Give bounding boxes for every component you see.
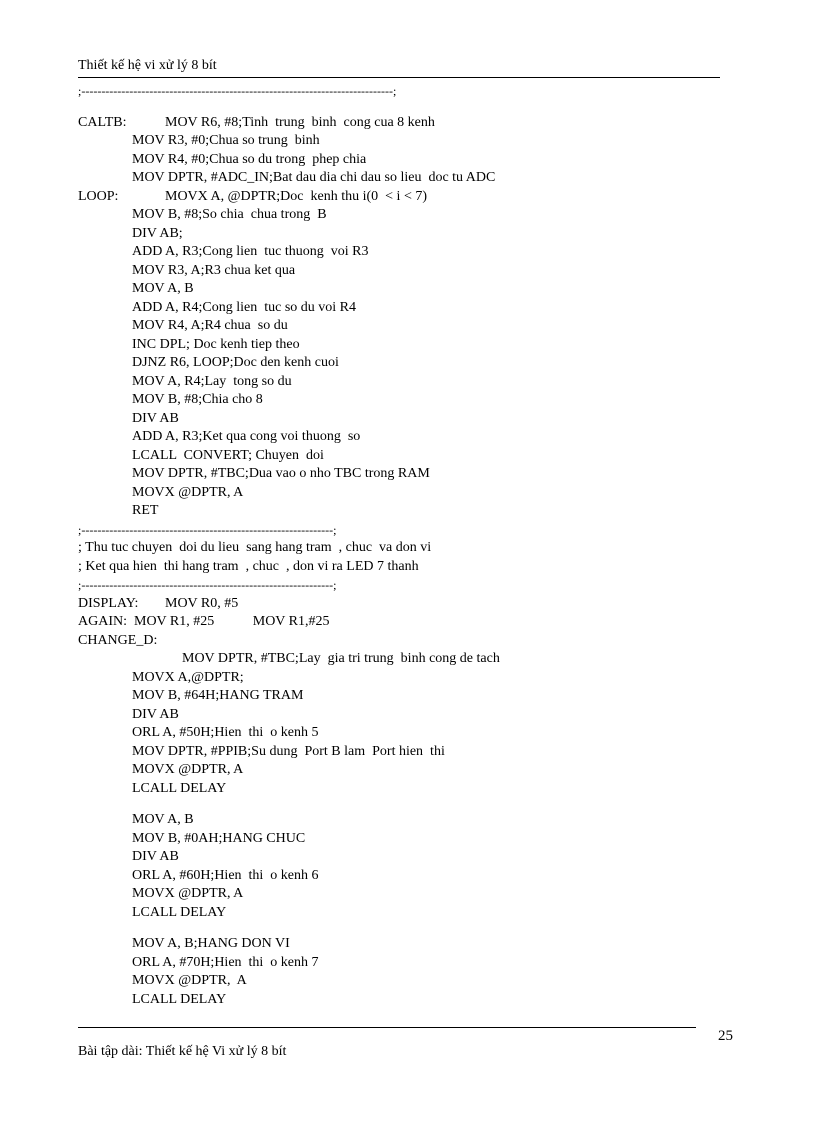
code-text: LCALL DELAY: [132, 991, 227, 1007]
code-text: MOV B, #0AH;HANG CHUC: [132, 830, 306, 846]
code-line: [78, 169, 738, 188]
code-text: MOV B, #64H;HANG TRAM: [132, 688, 304, 703]
code-line: [78, 151, 738, 170]
code-text: MOV R3, #0;Chua so trung binh: [132, 133, 320, 148]
blank-line: [78, 798, 738, 811]
separator-line: [78, 82, 738, 101]
code-label: CALTB:: [78, 114, 127, 130]
code-text: MOVX A, @DPTR;Doc kenh thu i(0 < i < 7): [165, 188, 428, 204]
blank-line: [78, 101, 738, 114]
code-line: [78, 595, 738, 614]
code-line: [78, 299, 738, 318]
code-text: MOVX @DPTR, A: [132, 886, 244, 901]
code-line: [78, 484, 738, 503]
code-line: [78, 280, 738, 299]
header-divider: [78, 77, 720, 78]
code-line: [78, 724, 738, 743]
code-line: [78, 885, 738, 904]
code-label: LOOP:: [78, 188, 119, 204]
code-line: [78, 465, 738, 484]
code-line: [78, 243, 738, 262]
code-text: MOV R4, A;R4 chua so du: [132, 318, 288, 333]
code-text: MOV A, B: [132, 281, 194, 296]
code-line: [78, 935, 738, 954]
code-text: MOV A, R4;Lay tong so du: [132, 373, 292, 389]
code-text: DIV AB: [132, 849, 179, 864]
code-line: [78, 613, 738, 632]
code-text: ORL A, #60H;Hien thi o kenh 6: [132, 867, 319, 883]
code-text: ;------------------------------------------------------------------------------;: [78, 84, 397, 98]
code-line: [78, 132, 738, 151]
code-line: [78, 867, 738, 886]
code-text: AGAIN: MOV R1, #25 MOV R1,#25: [78, 614, 330, 629]
code-line: [78, 539, 738, 558]
code-line: [78, 954, 738, 973]
code-text: ADD A, R4;Cong lien tuc so du voi R4: [132, 299, 357, 315]
code-text: MOV DPTR, #TBC;Lay gia tri trung binh cong de tach: [182, 651, 500, 666]
code-line: [78, 650, 738, 669]
code-text: MOV R4, #0;Chua so du trong phep chia: [132, 151, 367, 167]
code-text: LCALL DELAY: [132, 780, 227, 796]
code-text: ; Thu tuc chuyen doi du lieu sang hang tram , chuc va don vi: [78, 540, 432, 555]
code-text: DJNZ R6, LOOP;Doc den kenh cuoi: [132, 355, 339, 370]
code-text: ORL A, #50H;Hien thi o kenh 5: [132, 725, 319, 740]
footer-divider: [78, 1027, 696, 1028]
code-line: [78, 114, 738, 133]
code-line: [78, 972, 738, 991]
code-line: [78, 502, 738, 521]
code-text: DIV AB: [132, 410, 179, 426]
code-text: MOV B, #8;Chia cho 8: [132, 392, 263, 407]
code-text: MOV A, B: [132, 812, 194, 827]
code-text: ADD A, R3;Ket qua cong voi thuong so: [132, 429, 361, 444]
code-text: INC DPL; Doc kenh tiep theo: [132, 336, 300, 352]
code-text: RET: [132, 503, 159, 518]
code-text: MOVX @DPTR, A: [132, 973, 247, 988]
code-line: [78, 206, 738, 225]
code-line: [78, 262, 738, 281]
code-line: [78, 761, 738, 780]
code-line: [78, 336, 738, 355]
code-text: MOV R3, A;R3 chua ket qua: [132, 262, 296, 278]
page-number: 25: [718, 1028, 733, 1044]
separator-line: [78, 521, 738, 540]
code-line: [78, 743, 738, 762]
code-line: [78, 225, 738, 244]
code-text: MOVX @DPTR, A: [132, 484, 244, 500]
code-text: MOV A, B;HANG DON VI: [132, 936, 290, 951]
code-line: [78, 558, 738, 577]
code-text: MOV R6, #8;Tinh trung binh cong cua 8 kenh: [165, 114, 435, 130]
code-line: [78, 373, 738, 392]
code-text: ORL A, #70H;Hien thi o kenh 7: [132, 954, 319, 970]
code-text: LCALL CONVERT; Chuyen doi: [132, 447, 324, 463]
code-line: [78, 991, 738, 1010]
code-line: [78, 317, 738, 336]
code-line: [78, 188, 738, 207]
code-line: [78, 410, 738, 429]
code-text: LCALL DELAY: [132, 904, 227, 920]
code-line: [78, 391, 738, 410]
code-line: [78, 904, 738, 923]
code-label: DISPLAY:: [78, 595, 139, 611]
code-line: [78, 447, 738, 466]
code-text: ;---------------------------------------------------------------;: [78, 578, 337, 592]
code-line: [78, 687, 738, 706]
code-text: MOV DPTR, #ADC_IN;Bat dau dia chi dau so lieu doc tu ADC: [132, 170, 496, 185]
blank-line: [78, 922, 738, 935]
code-line: [78, 354, 738, 373]
separator-line: [78, 576, 738, 595]
code-line: [78, 428, 738, 447]
code-listing: [78, 82, 738, 1009]
code-text: ;---------------------------------------------------------------;: [78, 522, 337, 537]
page-header-title: Thiết kế hệ vi xử lý 8 bít: [78, 58, 217, 73]
code-text: MOV DPTR, #PPIB;Su dung Port B lam Port hien thi: [132, 743, 445, 759]
code-line: [78, 830, 738, 849]
code-text: ADD A, R3;Cong lien tuc thuong voi R3: [132, 244, 369, 259]
code-line: [78, 848, 738, 867]
code-text: MOV B, #8;So chia chua trong B: [132, 207, 327, 222]
code-text: DIV AB;: [132, 225, 183, 241]
code-text: DIV AB: [132, 706, 179, 722]
code-line: [78, 811, 738, 830]
code-text: MOVX A,@DPTR;: [132, 669, 244, 685]
code-text: MOVX @DPTR, A: [132, 762, 244, 777]
code-line: [78, 706, 738, 725]
code-text: ; Ket qua hien thi hang tram , chuc , don vi ra LED 7 thanh: [78, 558, 419, 574]
code-text: MOV R0, #5: [165, 595, 239, 611]
code-line: [78, 780, 738, 799]
code-text: MOV DPTR, #TBC;Dua vao o nho TBC trong RAM: [132, 466, 430, 481]
code-line: [78, 632, 738, 651]
page-footer-title: Bài tập dài: Thiết kế hệ Vi xử lý 8 bít: [78, 1044, 287, 1059]
code-line: [78, 669, 738, 688]
code-text: CHANGE_D:: [78, 632, 158, 648]
